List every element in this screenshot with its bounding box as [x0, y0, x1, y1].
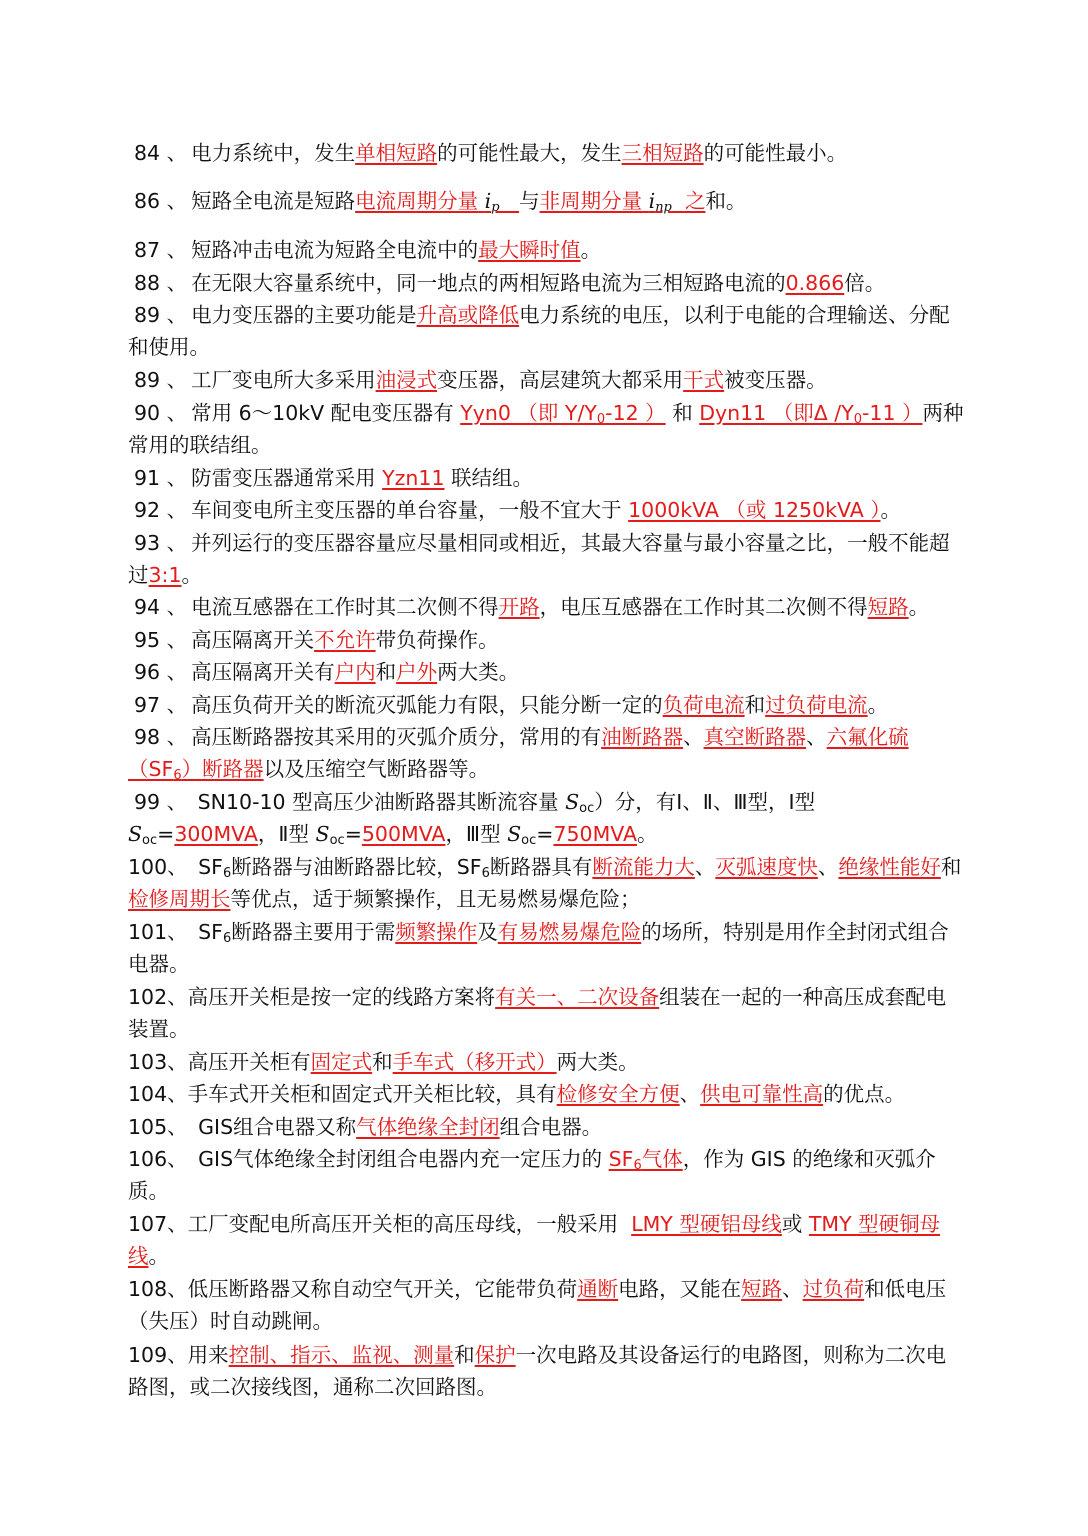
answer-blank: 过负荷电流 [765, 693, 868, 717]
answer-blank: 短路 [867, 595, 909, 619]
answer-blank: Yzn11 [382, 466, 445, 490]
answer-blank: $SF_6$气体 [608, 1147, 683, 1173]
answer-blank: 供电可靠性高 [700, 1082, 824, 1106]
answer-blank: 有易燃易爆危险 [497, 920, 642, 944]
answer-blank: 单相短路 [355, 141, 438, 165]
question-98: 98 、 高压断路器按其采用的灭弧介质分，常用的有油断路器、真空断路器、六氟化硫$(SF_6)$断路器以及压缩空气断路器等。 [128, 725, 909, 783]
question-104: 104、手车式开关柜和固定式开关柜比较，具有检修安全方便、供电可靠性高的优点。 [128, 1082, 906, 1106]
answer-blank: 过负荷 [802, 1277, 865, 1301]
answer-blank: 检修周期长 [128, 887, 231, 911]
answer-blank: 开路 [498, 595, 540, 619]
answer-blank: 1000kVA （或 1250kVA ） [628, 498, 881, 522]
question-100: 100、 $SF_6$断路器与油断路器比较，$SF_6$断路器具有断流能力大、灭弧速度快、绝缘性能好和检修周期长等优点，适于频繁操作，且无易燃易爆危险； [128, 855, 962, 911]
question-94: 94 、 电流互感器在工作时其二次侧不得开路，电压互感器在工作时其二次侧不得短路。 [134, 595, 930, 619]
question-106: 106、 GIS气体绝缘全封闭组合电器内充一定压力的 $SF_6$气体，作为 GIS 的绝缘和灭弧介质。 [128, 1147, 936, 1203]
answer-blank: TMY 型硬铜母线 [128, 1212, 941, 1268]
question-107: 107、工厂变配电所高压开关柜的高压母线，一般采用 LMY 型硬铝母线或 TMY 型硬铜母线。 [128, 1212, 941, 1268]
answer-blank: 真空断路器 [703, 725, 807, 749]
question-102: 102、高压开关柜是按一定的线路方案将有关一、二次设备组装在一起的一种高压成套配电装置。 [128, 985, 947, 1041]
question-91: 91 、 防雷变压器通常采用 Yzn11 联结组。 [134, 466, 534, 490]
question-105: 105、 GIS组合电器又称气体绝缘全封闭组合电器。 [128, 1115, 603, 1139]
answer-blank: 0.866 [785, 271, 845, 295]
question-84: 84 、 电力系统中，发生单相短路的可能性最大，发生三相短路的可能性最小。 [134, 141, 848, 165]
question-89-a: 89 、 电力变压器的主要功能是升高或降低电力系统的电压，以利于电能的合理输送、分配和使用。 [128, 303, 950, 359]
answer-blank: 气体绝缘全封闭 [356, 1115, 500, 1139]
answer-blank: 绝缘性能好 [838, 855, 941, 879]
question-88: 88 、 在无限大容量系统中，同一地点的两相短路电流为三相短路电流的0.866倍。 [134, 271, 886, 295]
question-103: 103、高压开关柜有固定式和手车式（移开式）两大类。 [128, 1050, 639, 1074]
answer-blank: 油断路器 [601, 725, 684, 749]
answer-blank: 最大瞬时值 [478, 238, 581, 262]
answer-blank: 户内 [334, 660, 376, 684]
answer-blank: 灭弧速度快 [715, 855, 818, 879]
answer-blank: 手车式（移开式） [392, 1050, 557, 1074]
answer-blank: 非周期分量 $i_{np}$ 之 [539, 189, 706, 215]
answer-blank: 负荷电流 [662, 693, 745, 717]
answer-blank: 控制、指示、监视、测量 [228, 1343, 455, 1367]
answer-blank: 电流周期分量 $i_p$ [355, 189, 500, 215]
answer-blank: 300MVA [174, 822, 258, 846]
answer-blank: 不允许 [314, 628, 376, 652]
answer-blank: 短路 [741, 1277, 783, 1301]
question-87: 87 、 短路冲击电流为短路全电流中的最大瞬时值。 [134, 238, 602, 262]
question-99: 99 、 SN10-10 型高压少油断路器其断流容量 $S_{oc}$）分，有Ⅰ、Ⅱ、Ⅲ型，Ⅰ型$S_{oc}=300MVA$，Ⅱ型 $S_{oc}=500MVA$，Ⅲ型 $S_{oc}=750MVA$。 [128, 790, 816, 848]
question-92: 92 、 车间变电所主变压器的单台容量，一般不宜大于 1000kVA （或 1250kVA ）。 [134, 498, 901, 522]
answer-blank: 干式 [683, 368, 725, 392]
answer-blank: 保护 [474, 1343, 516, 1367]
answer-blank: 固定式 [310, 1050, 373, 1074]
question-96: 96 、 高压隔离开关有户内和户外两大类。 [134, 660, 520, 684]
question-95: 95 、 高压隔离开关不允许带负荷操作。 [134, 628, 499, 652]
answer-blank: 750MVA [553, 822, 638, 846]
question-97: 97 、 高压负荷开关的断流灭弧能力有限，只能分断一定的负荷电流和过负荷电流。 [134, 693, 889, 717]
answer-blank: 升高或降低 [416, 303, 520, 327]
answer-blank: 有关一、二次设备 [495, 985, 660, 1009]
question-86: 86 、 短路全电流是短路电流周期分量 $i_p$ 与非周期分量 $i_{np}$ 之和。 [134, 189, 747, 215]
question-90: 90 、 常用 6〜10kV 配电变压器有 Yyn0 （即 $Y/Y_0-12$ ） 和 Dyn11 （即Δ $/Y_0-11$ ）两种常用的联结组。 [128, 401, 964, 457]
answer-blank: Dyn11 （即Δ $/Y_0-11$ ） [699, 401, 923, 427]
answer-blank: LMY 型硬铝母线 [631, 1212, 782, 1236]
answer-blank: 检修安全方便 [556, 1082, 680, 1106]
answer-blank: 三相短路 [621, 141, 704, 165]
question-109: 109、用来控制、指示、监视、测量和保护一次电路及其设备运行的电路图，则称为二次电路图，或二次接线图，通称二次回路图。 [128, 1343, 947, 1399]
answer-blank: 3:1 [148, 563, 182, 587]
answer-blank: 六氟化硫$(SF_6)$断路器 [128, 725, 909, 783]
question-93: 93 、 并列运行的变压器容量应尽量相同或相近，其最大容量与最小容量之比，一般不能超过3:1。 [128, 531, 950, 587]
answer-blank: 频繁操作 [395, 920, 478, 944]
question-89-b: 89 、 工厂变电所大多采用油浸式变压器，高层建筑大都采用干式被变压器。 [134, 368, 827, 392]
answer-blank: 通断 [577, 1277, 619, 1301]
answer-blank: 500MVA [361, 822, 446, 846]
answer-blank: 断流能力大 [592, 855, 695, 879]
answer-blank: Yyn0 （即 $Y/Y_0-12$ ） [460, 401, 666, 427]
answer-blank: 户外 [396, 660, 438, 684]
question-101: 101、 $SF_6$断路器主要用于需频繁操作及有易燃易爆危险的场所，特别是用作全封闭式组合电器。 [128, 920, 949, 976]
answer-blank: 油浸式 [375, 368, 438, 392]
question-108: 108、低压断路器又称自动空气开关，它能带负荷通断电路，又能在短路、过负荷和低电压（失压）时自动跳闸。 [128, 1277, 947, 1333]
